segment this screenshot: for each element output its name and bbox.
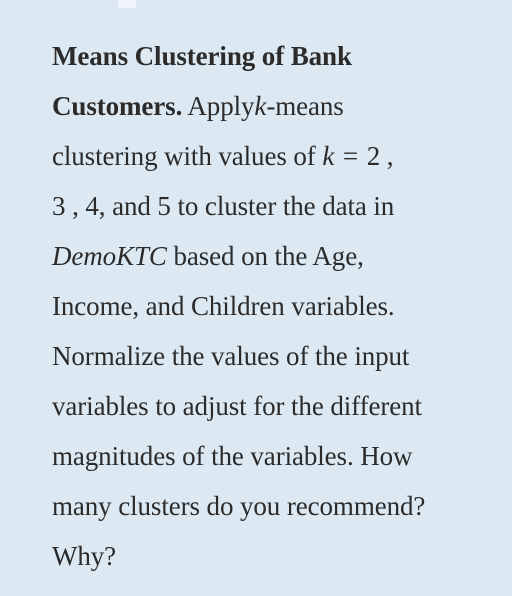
- line-9: magnitudes of the variables. How: [52, 441, 413, 471]
- line-4: [52, 181, 504, 231]
- k-variable: k: [254, 91, 267, 121]
- line-8: variables to adjust for the different: [52, 391, 422, 421]
- line-10: many clusters do you recommend?: [52, 491, 426, 521]
- line-11: Why?: [52, 541, 117, 571]
- k-value-3: 3: [52, 191, 66, 221]
- line-3: [52, 131, 504, 181]
- k-value-2: 2: [366, 141, 381, 171]
- problem-text: [52, 31, 504, 581]
- comma-1: ,: [386, 141, 394, 171]
- line-1: [52, 31, 504, 81]
- problem-title-part1: Means Clustering of Bank: [52, 41, 352, 71]
- and-text: , and: [98, 191, 151, 221]
- k-value-4: 4: [85, 191, 99, 221]
- dataset-name: DemoKTC: [52, 241, 167, 271]
- line-5: [52, 231, 504, 281]
- based-on-text: based on the Age,: [173, 241, 364, 271]
- clustering-text: clustering with values of: [52, 141, 316, 171]
- line-6: Income, and Children variables.: [52, 291, 395, 321]
- apply-text: Apply: [187, 91, 255, 121]
- equals-sign: =: [342, 141, 359, 171]
- problem-title-part2: Customers.: [52, 91, 183, 121]
- cluster-text: to cluster the data in: [177, 191, 395, 221]
- k-value-5: 5: [157, 191, 171, 221]
- line-7: Normalize the values of the input: [52, 341, 410, 371]
- top-tab-decoration: [118, 0, 136, 8]
- k-variable-2: k: [322, 141, 335, 171]
- line-2: [52, 81, 504, 131]
- means-text: -means: [266, 91, 344, 121]
- comma-2: ,: [72, 191, 79, 221]
